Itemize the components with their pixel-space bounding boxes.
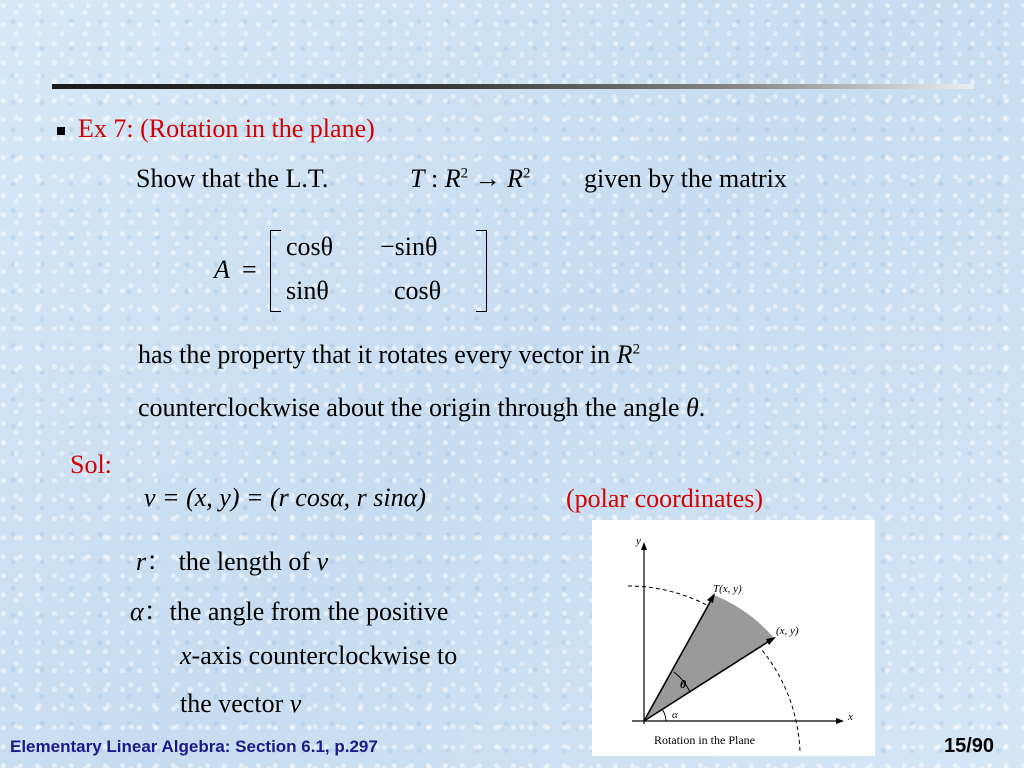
polar-note: (polar coordinates) [566,484,764,513]
rotation-diagram [592,520,875,756]
theta-label: θ [680,677,687,691]
figure-caption: Rotation in the Plane [654,733,755,747]
solution-label: Sol: [70,450,112,479]
y-axis-arrow [641,542,647,550]
alpha-definition-3: the vector v [180,689,302,718]
example-heading: Ex 7: (Rotation in the plane) [78,114,375,143]
alpha-label: α [672,709,678,721]
matrix-equals: = [242,255,257,284]
r-definition: r： the length of v [136,547,329,576]
matrix-cell-22: cosθ [394,276,442,305]
matrix-left-bracket [270,230,281,312]
page-number: 15/90 [944,735,995,757]
y-axis-label: y [636,535,641,547]
polar-equation: v = (x, y) = (r cosα, r sinα) [144,483,426,512]
property-line-1: has the property that it rotates every vector in $R^2$ [138,340,641,369]
point-v-label: (x, y) [776,625,799,637]
footer-source: Elementary Linear Algebra: Section 6.1, p.297 [10,737,378,756]
statement-suffix: given by the matrix [584,164,787,193]
map-expression: T : $R^2 \to R^2$ [410,164,531,193]
x-axis-arrow [836,718,844,724]
matrix-cell-11: cosθ [286,232,334,261]
bullet-square [57,127,65,135]
alpha-definition-1: α：the angle from the positive [130,597,449,626]
point-T-label: T(x, y) [713,583,742,595]
rotation-figure [592,520,875,756]
matrix-cell-21: sinθ [286,276,329,305]
alpha-definition-2: x-axis counterclockwise to [180,641,458,670]
x-axis-label: x [848,711,853,723]
property-line-2: counterclockwise about the origin through the angle θ. [138,393,706,422]
matrix-right-bracket [476,230,487,312]
rotation-sector [644,595,774,721]
matrix-cell-12: −sinθ [380,232,438,261]
alpha-arc [662,709,666,721]
top-rule [52,84,974,89]
matrix-lhs: A [214,255,230,284]
statement-prefix: Show that the L.T. [136,164,329,193]
